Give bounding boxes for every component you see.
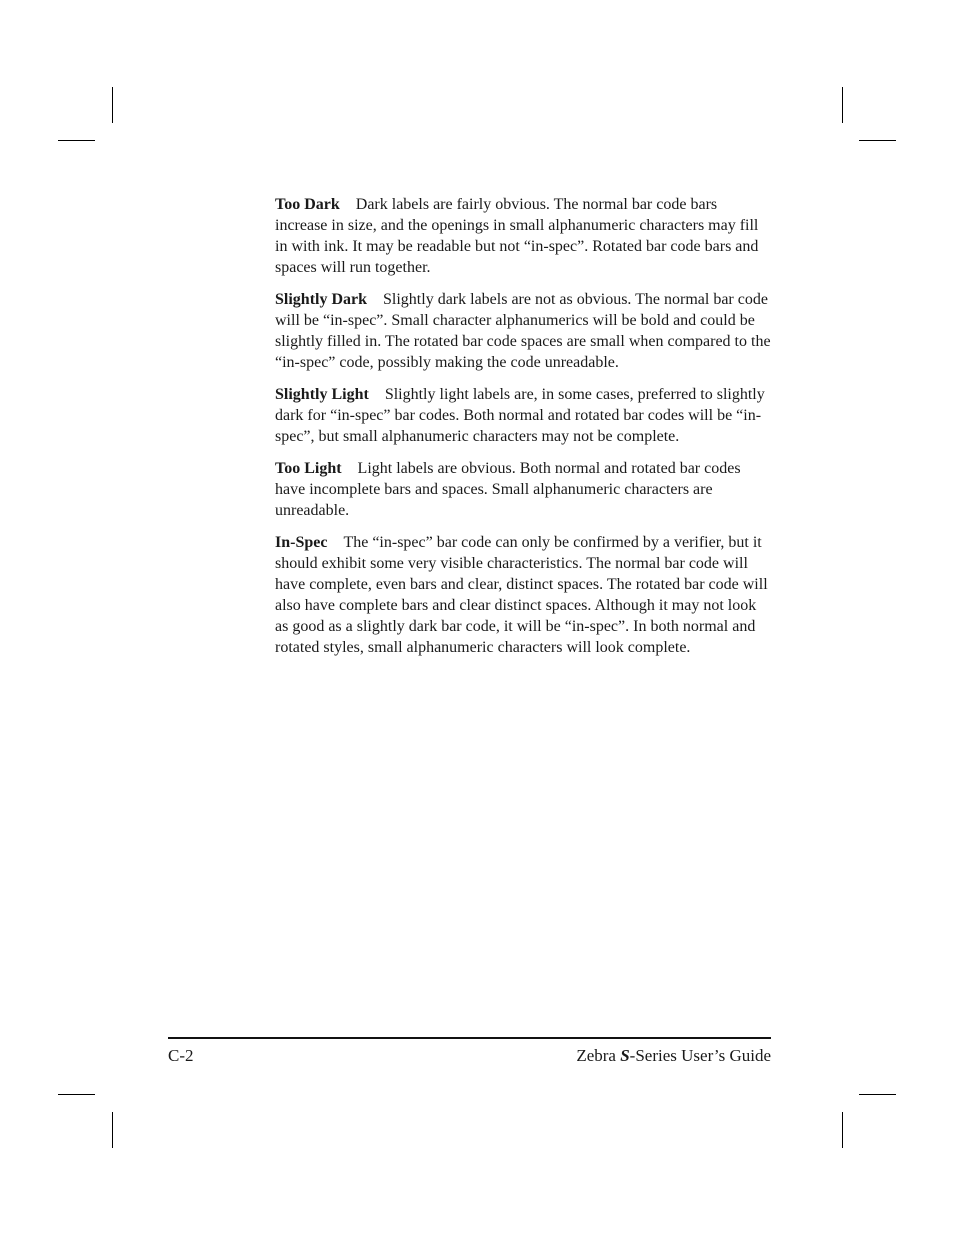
crop-mark-bottom-right-vertical: [842, 1112, 843, 1148]
section-in-spec: [275, 532, 773, 658]
crop-mark-bottom-right-horizontal: [859, 1094, 896, 1095]
section-term: In-Spec: [275, 534, 328, 551]
crop-mark-top-left-vertical: [112, 87, 113, 123]
guide-title-suffix: -Series User’s Guide: [629, 1046, 771, 1065]
crop-mark-bottom-left-horizontal: [58, 1094, 95, 1095]
section-too-dark: [275, 194, 773, 278]
page-number: C-2: [168, 1046, 194, 1065]
guide-title-brand: S: [620, 1046, 630, 1065]
section-term: Too Dark: [275, 196, 340, 213]
section-text: The “in-spec” bar code can only be confirmed by a verifier, but it should exhibit some very visible characteristics. The normal bar code will have complete, even bars and clear, distinct spaces. The rotated bar code will also have complete bars and clear distinct spaces. Although it may not look as good as a slightly dark bar code, it will be “in-spec”. In both normal and rotated styles, small alphanumeric characters will look complete.: [275, 534, 768, 656]
section-term: Slightly Dark: [275, 291, 368, 308]
guide-title-prefix: Zebra: [576, 1046, 621, 1065]
section-too-light: [275, 458, 773, 521]
print-quality-descriptions: [275, 194, 773, 669]
crop-mark-top-left-horizontal: [58, 140, 95, 141]
section-slightly-dark: [275, 289, 773, 373]
section-text: Dark labels are fairly obvious. The normal bar code bars increase in size, and the openings in small alphanumeric characters may fill in with ink. It may be readable but not “in-spec”. Rotated bar code bars and spaces will run together.: [275, 196, 759, 276]
crop-mark-top-right-horizontal: [859, 140, 896, 141]
section-text: Light labels are obvious. Both normal and rotated bar codes have incomplete bars and spaces. Small alphanumeric characters are unreadable.: [275, 460, 741, 519]
section-text: Slightly light labels are, in some cases, preferred to slightly dark for “in-spec” bar codes. Both normal and rotated bar codes will be “in-spec”, but small alphanumeric characters may not be complete.: [275, 386, 765, 445]
section-text: Slightly dark labels are not as obvious. The normal bar code will be “in-spec”. Small character alphanumerics will be bold and could be slightly filled in. The rotated bar code spaces are small when compared to the “in-spec” code, possibly making the code unreadable.: [275, 291, 771, 371]
section-term: Slightly Light: [275, 386, 369, 403]
section-slightly-light: [275, 384, 773, 447]
crop-mark-top-right-vertical: [842, 87, 843, 123]
section-term: Too Light: [275, 460, 342, 477]
footer-divider: [168, 1037, 771, 1039]
guide-title: [576, 1045, 771, 1067]
crop-mark-bottom-left-vertical: [112, 1112, 113, 1148]
